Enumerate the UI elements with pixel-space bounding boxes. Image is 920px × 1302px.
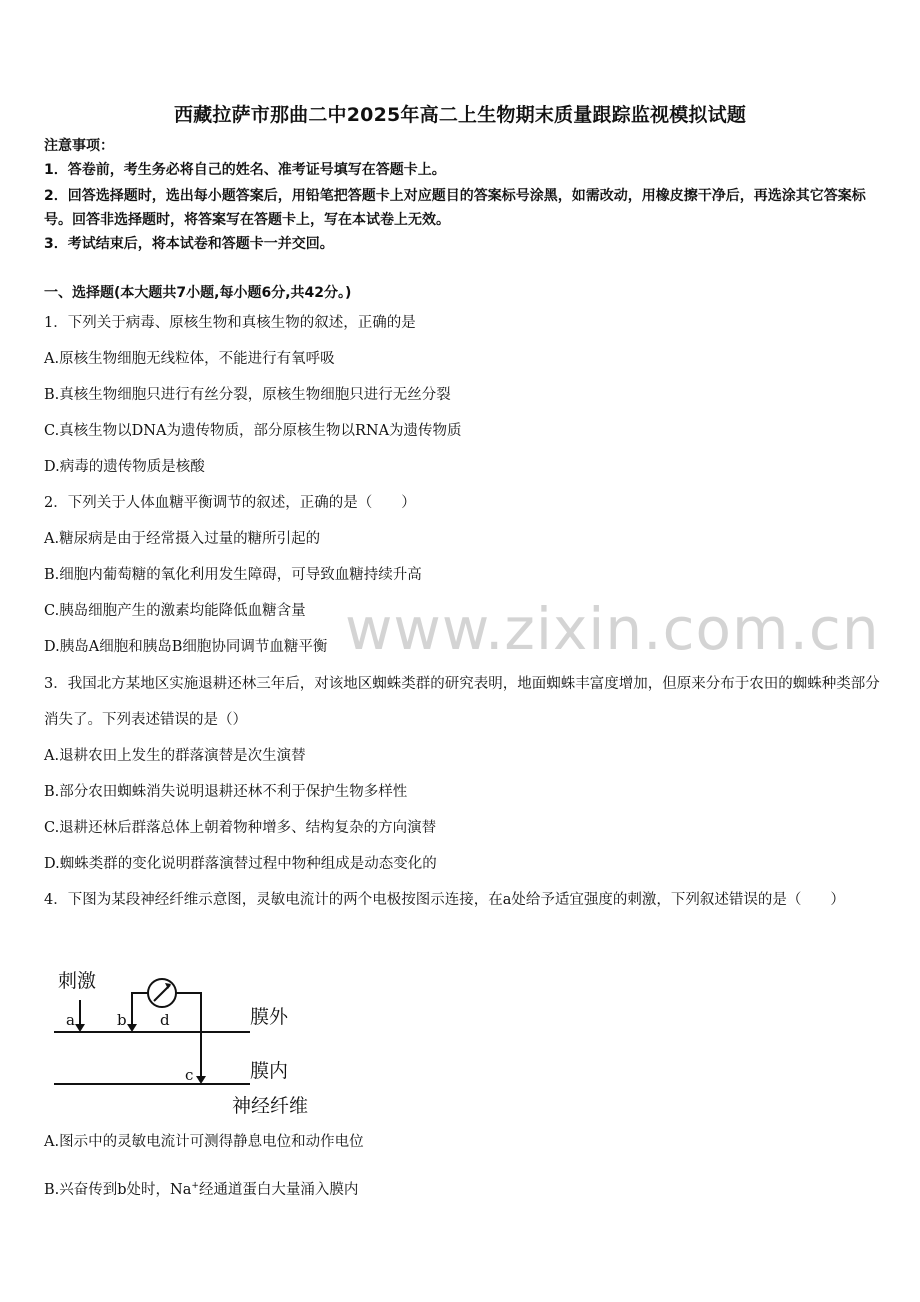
figure-label-stimulus: 刺激 bbox=[58, 970, 97, 992]
q3-option-b: B.部分农田蜘蛛消失说明退耕还林不利于保护生物多样性 bbox=[44, 784, 408, 800]
q4-option-b-before: B.兴奋传到b处时， bbox=[44, 1181, 171, 1198]
q2-option-c: C.胰岛细胞产生的激素均能降低血糖含量 bbox=[44, 603, 306, 619]
section-title: 一、选择题(本大题共7小题,每小题6分,共42分。) bbox=[44, 285, 352, 301]
arrowhead-b bbox=[127, 1024, 137, 1032]
q3-option-d: D.蜘蛛类群的变化说明群落演替过程中物种组成是动态变化的 bbox=[44, 856, 437, 872]
notice-item-1: 1．答卷前，考生务必将自己的姓名、准考证号填写在答题卡上。 bbox=[44, 162, 446, 178]
q2-stem: 2．下列关于人体血糖平衡调节的叙述，正确的是（ ） bbox=[44, 495, 416, 511]
q2-option-b: B.细胞内葡萄糖的氧化利用发生障碍，可导致血糖持续升高 bbox=[44, 567, 422, 583]
figure-label-outside: 膜外 bbox=[250, 1006, 289, 1028]
figure-label-b: b bbox=[117, 1011, 127, 1029]
q4-stem: 4．下图为某段神经纤维示意图，灵敏电流计的两个电极按图示连接，在a处给予适宜强度的刺激，下列叙述错误的是（ ） bbox=[44, 892, 845, 908]
figure-label-fiber: 神经纤维 bbox=[232, 1095, 309, 1117]
notice-item-3: 3．考试结束后，将本试卷和答题卡一并交回。 bbox=[44, 236, 334, 252]
arrowhead-c bbox=[196, 1076, 206, 1084]
figure-label-a: a bbox=[66, 1011, 75, 1029]
q1-stem: 1．下列关于病毒、原核生物和真核生物的叙述，正确的是 bbox=[44, 315, 416, 331]
q4-option-b bbox=[44, 1176, 884, 1200]
figure-label-d: d bbox=[160, 1011, 170, 1029]
q1-option-d: D.病毒的遗传物质是核酸 bbox=[44, 459, 205, 475]
q2-option-a: A.糖尿病是由于经常摄入过量的糖所引起的 bbox=[44, 531, 321, 547]
q1-option-b: B.真核生物细胞只进行有丝分裂，原核生物细胞只进行无丝分裂 bbox=[44, 387, 451, 403]
q2-option-d: D.胰岛A细胞和胰岛B细胞协同调节血糖平衡 bbox=[44, 639, 328, 655]
arrowhead-a bbox=[75, 1024, 85, 1032]
q3-option-a: A.退耕农田上发生的群落演替是次生演替 bbox=[44, 748, 306, 764]
q3-stem: 3．我国北方某地区实施退耕还林三年后，对该地区蜘蛛类群的研究表明，地面蜘蛛丰富度增加，但原来分布于农田的蜘蛛种类部分消失了。下列表述错误的是（） bbox=[44, 676, 880, 728]
sodium-ion: Na bbox=[170, 1181, 192, 1198]
notice-heading: 注意事项： bbox=[44, 138, 114, 154]
q1-option-a: A.原核生物细胞无线粒体，不能进行有氧呼吸 bbox=[44, 351, 335, 367]
page-title: 西藏拉萨市那曲二中2025年高二上生物期末质量跟踪监视模拟试题 bbox=[173, 104, 747, 126]
q1-option-c: C.真核生物以DNA为遗传物质，部分原核生物以RNA为遗传物质 bbox=[44, 423, 462, 439]
ion-charge: + bbox=[191, 1181, 199, 1191]
notice-item-2: 2．回答选择题时，选出每小题答案后，用铅笔把答题卡上对应题目的答案标号涂黑，如需改动，用橡皮擦干净后，再选涂其它答案标号。回答非选择题时，将答案写在答题卡上，写在本试卷上无效。 bbox=[44, 188, 866, 228]
figure-label-inside: 膜内 bbox=[250, 1060, 289, 1082]
q4-option-b-after: 经通道蛋白大量涌入膜内 bbox=[198, 1181, 359, 1198]
q3-option-c: C.退耕还林后群落总体上朝着物种增多、结构复杂的方向演替 bbox=[44, 820, 437, 836]
watermark: www.zixin.com.cn bbox=[345, 595, 880, 663]
q4-option-a: A.图示中的灵敏电流计可测得静息电位和动作电位 bbox=[44, 1134, 364, 1150]
figure-label-c: c bbox=[185, 1066, 194, 1084]
nerve-fiber-figure bbox=[40, 960, 340, 1120]
